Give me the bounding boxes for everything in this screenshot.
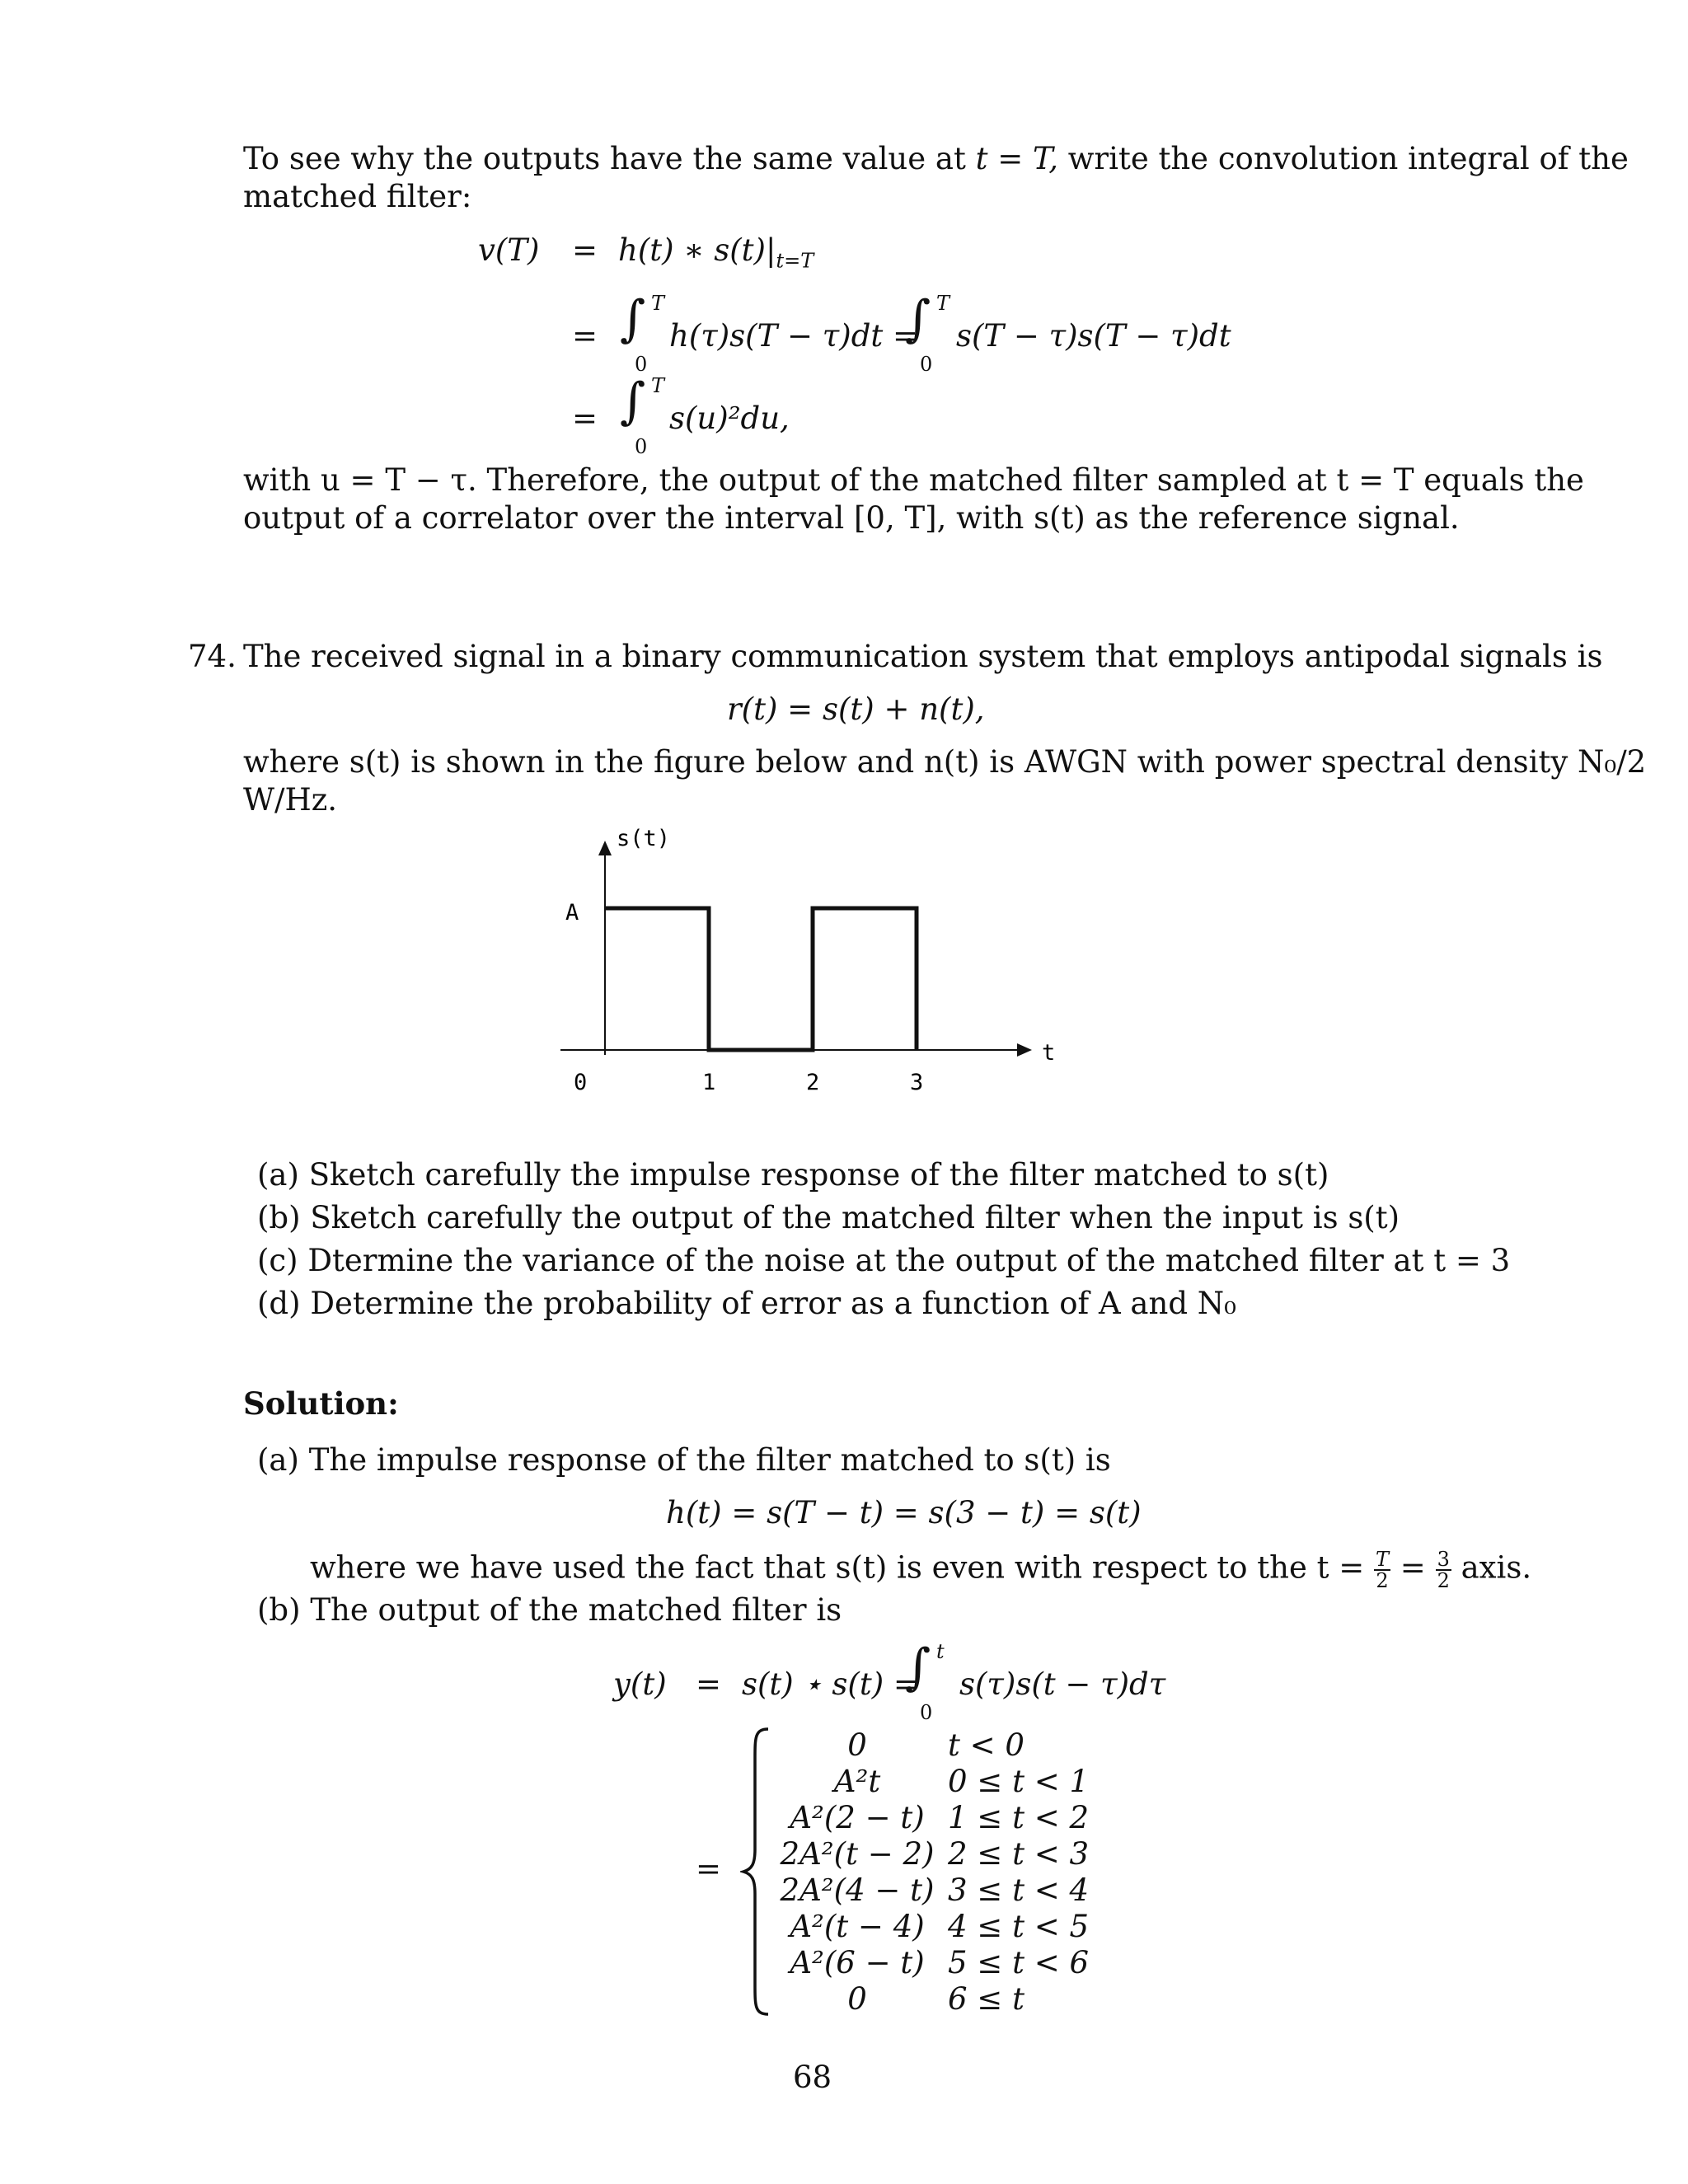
derivation-eq-1: =: [572, 232, 598, 268]
case-row: [775, 1836, 1162, 1872]
case-cond: 0 ≤ t < 1: [948, 1764, 1089, 1799]
integral-y-lower: 0: [920, 1701, 933, 1724]
integral-sign-3: ∫: [620, 373, 646, 430]
derivation-row-2a: h(τ)s(T − τ)dt =: [669, 318, 919, 354]
part-c: (c) Dtermine the variance of the noise at the output of the matched filter at t = 3: [257, 1243, 1511, 1278]
y-rhs-1: s(t) ⋆ s(t) =: [742, 1666, 919, 1702]
integral-sign-1: ∫: [620, 290, 646, 348]
intro-line-1: To see why the outputs have the same value at t = T, write the convolution integral of the: [243, 141, 1629, 176]
page-number: 68: [793, 2060, 832, 2095]
problem-number: 74.: [188, 639, 237, 674]
after-line-1: with u = T − τ. Therefore, the output of the matched filter sampled at t = T equals the: [243, 462, 1584, 498]
part-b: (b) Sketch carefully the output of the matched filter when the input is s(t): [257, 1200, 1400, 1235]
case-expr: 2A²(4 − t): [780, 1872, 935, 1908]
case-cond: t < 0: [948, 1727, 1025, 1763]
signal-figure: [528, 816, 1088, 1113]
case-expr: A²(t − 4): [790, 1909, 925, 1944]
fraction-3-over-2: $\frac{3}{2}$: [1437, 1548, 1450, 1592]
solution-a-equation: h(t) = s(T − t) = s(3 − t) = s(t): [666, 1495, 1142, 1530]
derivation-eq-2: =: [572, 318, 598, 354]
case-row: [775, 1945, 1162, 1981]
integral-3-upper: T: [651, 374, 665, 397]
integral-sign-2: ∫: [905, 290, 931, 348]
case-cond: 3 ≤ t < 4: [948, 1872, 1089, 1908]
y-axis-label: s(t): [617, 826, 671, 851]
y-rhs-2: s(τ)s(t − τ)dτ: [959, 1666, 1166, 1702]
problem-equation: r(t) = s(t) + n(t),: [727, 691, 985, 727]
case-expr: A²t: [833, 1764, 881, 1799]
derivation-row-3: s(u)²du,: [669, 401, 790, 436]
integral-2-lower: 0: [920, 353, 933, 376]
problem-where-line-1: where s(t) is shown in the figure below and n(t) is AWGN with power spectral density N₀/2: [243, 744, 1647, 780]
cases-brace: [740, 1726, 773, 2018]
derivation-row-1: h(t) ∗ $s(t)|_{t=T}$: [618, 232, 814, 273]
case-expr: A²(2 − t): [790, 1800, 925, 1835]
tick-label-1: 1: [702, 1070, 716, 1095]
case-cond: 2 ≤ t < 3: [948, 1836, 1089, 1872]
case-cond: 1 ≤ t < 2: [948, 1800, 1089, 1835]
problem-text: The received signal in a binary communication system that employs antipodal signals is: [243, 639, 1603, 674]
case-expr: 0: [847, 1727, 867, 1763]
integral-sign-y: ∫: [905, 1638, 931, 1696]
integral-1-upper: T: [651, 292, 665, 315]
solution-b-text: (b) The output of the matched filter is: [257, 1592, 842, 1628]
after-line-2: output of a correlator over the interval [0, T], with s(t) as the reference signal.: [243, 500, 1460, 536]
solution-a-note: where we have used the fact that s(t) is even with respect to the t = $\frac{T}{2}$ = $\frac{3}{2}$ axis.: [310, 1548, 1532, 1592]
derivation-eq-3: =: [572, 401, 598, 436]
amplitude-label: A: [565, 900, 579, 926]
case-row: [775, 1909, 1162, 1945]
y-axis-arrow: [598, 841, 612, 855]
part-d: (d) Determine the probability of error as a function of A and N₀: [257, 1286, 1236, 1321]
case-cond: 6 ≤ t: [948, 1981, 1025, 2017]
x-axis-label: t: [1042, 1040, 1056, 1066]
case-row: [775, 1727, 1162, 1764]
signal-waveform: [605, 908, 917, 1050]
derivation-lhs: v(T): [478, 232, 540, 268]
case-cond: 4 ≤ t < 5: [948, 1909, 1089, 1944]
case-row: [775, 1800, 1162, 1836]
integral-y-upper: t: [936, 1640, 945, 1663]
intro-line-2: matched filter:: [243, 179, 472, 214]
case-expr: 2A²(t − 2): [780, 1836, 935, 1872]
integral-3-lower: 0: [635, 435, 648, 458]
case-cond: 5 ≤ t < 6: [948, 1945, 1089, 1980]
tick-label-2: 2: [806, 1070, 820, 1095]
y-eq-2: =: [696, 1851, 722, 1886]
case-expr: 0: [847, 1981, 867, 2017]
part-a: (a) Sketch carefully the impulse response of the filter matched to s(t): [257, 1157, 1329, 1193]
case-row: [775, 1981, 1162, 2018]
y-lhs: y(t): [613, 1666, 667, 1702]
integral-1-lower: 0: [635, 353, 648, 376]
integral-2-upper: T: [936, 292, 950, 315]
case-row: [775, 1764, 1162, 1800]
derivation-row-2b: s(T − τ)s(T − τ)dt: [956, 318, 1231, 354]
case-row: [775, 1872, 1162, 1909]
solution-heading: Solution:: [243, 1385, 399, 1422]
fraction-t-over-2: $\frac{T}{2}$: [1376, 1548, 1390, 1592]
y-eq-1: =: [696, 1666, 722, 1702]
case-expr: A²(6 − t): [790, 1945, 925, 1980]
x-axis-arrow: [1017, 1043, 1032, 1057]
tick-label-3: 3: [910, 1070, 924, 1095]
solution-a-text: (a) The impulse response of the filter matched to s(t) is: [257, 1442, 1111, 1478]
problem-where-line-2: W/Hz.: [243, 782, 338, 818]
tick-label-0: 0: [574, 1070, 588, 1095]
